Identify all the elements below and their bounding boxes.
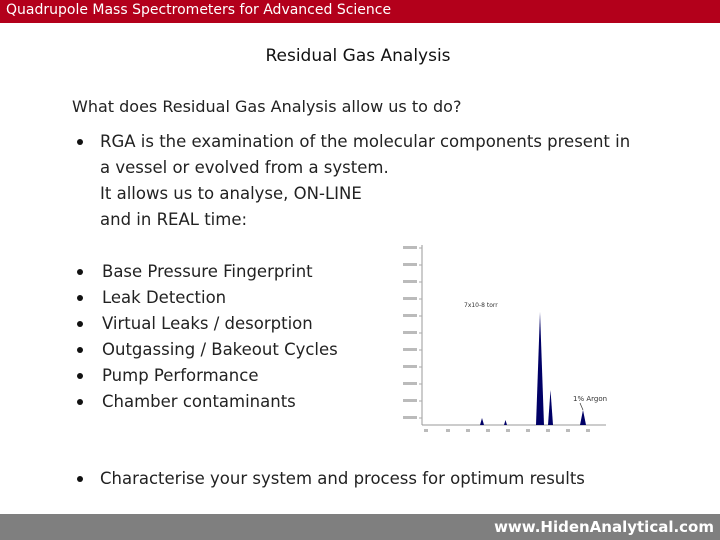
list-item-pump-performance: Pump Performance — [102, 366, 259, 385]
bullet-dot — [77, 139, 83, 145]
bullet-dot — [77, 295, 83, 301]
header-bar — [0, 0, 720, 23]
intro-line-2: a vessel or evolved from a system. — [100, 158, 389, 177]
list-item-base-pressure: Base Pressure Fingerprint — [102, 262, 313, 281]
question-heading: What does Residual Gas Analysis allow us to do? — [72, 97, 462, 116]
closing-statement: Characterise your system and process for optimum results — [100, 469, 585, 488]
list-item-leak-detection: Leak Detection — [102, 288, 227, 307]
header-title: Quadrupole Mass Spectrometers for Advanced Science — [6, 2, 392, 18]
bullet-dot — [77, 347, 83, 353]
bullet-dot — [77, 321, 83, 327]
spectrum-annotation-pressure: 7x10-8 torr — [464, 302, 498, 309]
bullet-dot — [77, 373, 83, 379]
bullet-dot — [77, 269, 83, 275]
intro-line-3: It allows us to analyse, ON-LINE — [100, 184, 362, 203]
spectrum-annotation-argon: 1% Argon — [573, 395, 608, 403]
bullet-dot — [77, 399, 83, 405]
list-item-virtual-leaks: Virtual Leaks / desorption — [102, 314, 313, 333]
list-item-chamber-contaminants: Chamber contaminants — [102, 392, 296, 411]
mass-spectrum-image — [398, 240, 610, 440]
footer-url-link[interactable]: www.HidenAnalytical.com — [494, 518, 714, 536]
list-item-outgassing: Outgassing / Bakeout Cycles — [102, 340, 338, 359]
slide-title: Residual Gas Analysis — [265, 46, 451, 66]
bullet-dot — [77, 476, 83, 482]
intro-line-1: RGA is the examination of the molecular components present in — [100, 132, 631, 151]
intro-line-4: and in REAL time: — [100, 210, 248, 229]
footer-bar — [0, 514, 720, 540]
